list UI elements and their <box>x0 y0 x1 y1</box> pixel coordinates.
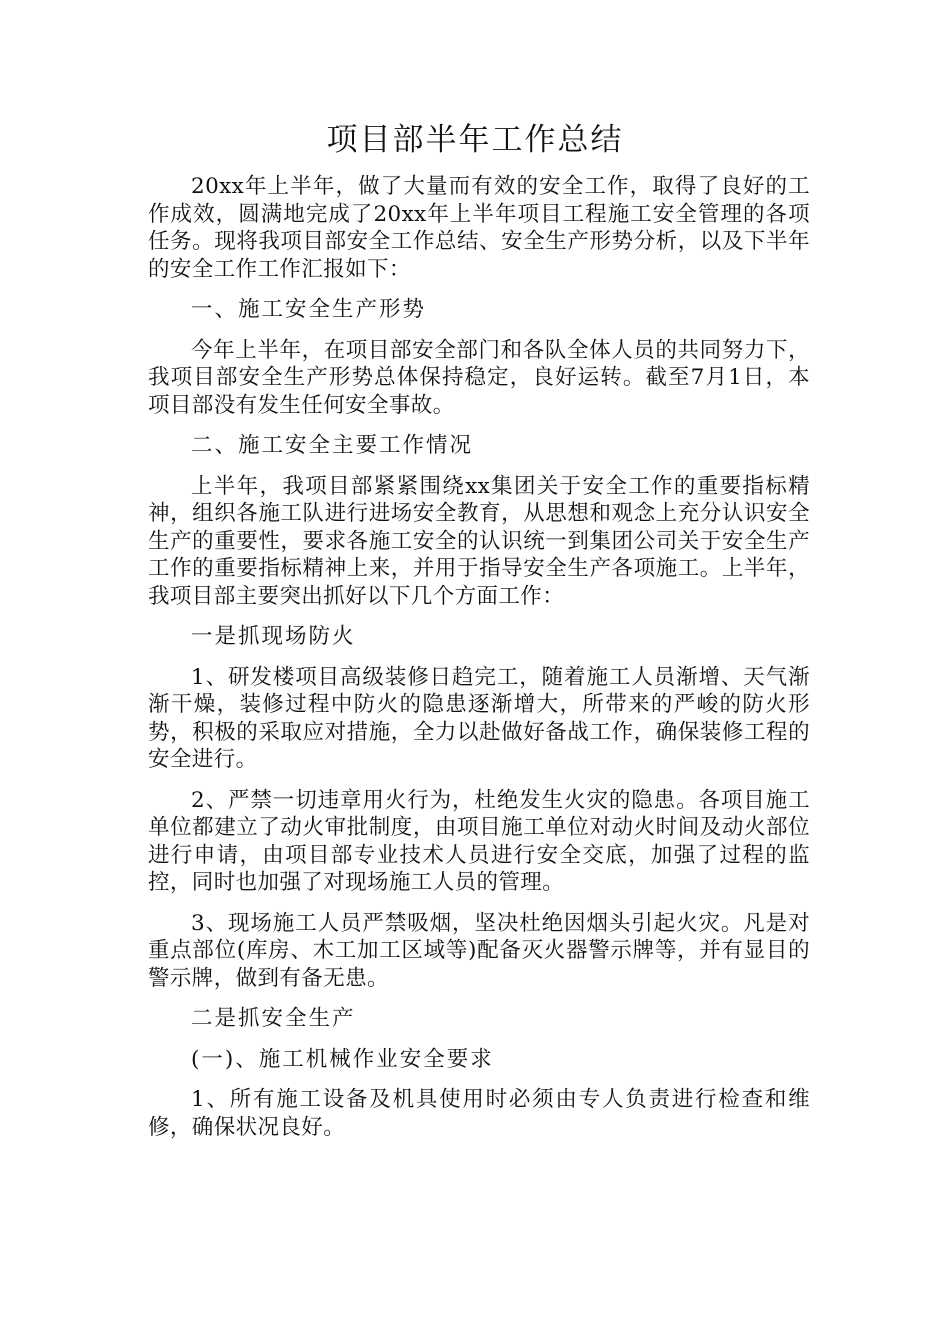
section-heading-2: 二、施工安全主要工作情况 <box>191 433 474 458</box>
subheading-safe-production: 二是抓安全生产 <box>191 1006 356 1031</box>
section-heading-1: 一、施工安全生产形势 <box>191 297 427 322</box>
paragraph-fire-item-2: 2、严禁一切违章用火行为，杜绝发生火灾的隐患。各项目施工单位都建立了动火审批制度，由项目施工单位对动火时间及动火部位进行申请，由项目部专业技术人员进行安全交底，加强了过程的监控，同时也加强了对现场施工人员的管理。 <box>148 787 810 895</box>
subheading-fire-prevention: 一是抓现场防火 <box>191 624 356 649</box>
document-title: 项目部半年工作总结 <box>326 122 624 158</box>
paragraph-intro: 20xx年上半年，做了大量而有效的安全工作，取得了良好的工作成效，圆满地完成了20xx年上半年项目工程施工安全管理的各项任务。现将我项目部安全工作总结、安全生产形势分析，以及下半年的安全工作工作汇报如下： <box>148 174 810 282</box>
paragraph-machinery-item-1: 1、所有施工设备及机具使用时必须由专人负责进行检查和维修，确保状况良好。 <box>148 1087 810 1140</box>
paragraph-main-work: 上半年，我项目部紧紧围绕xx集团关于安全工作的重要指标精神，组织各施工队进行进场安全教育，从思想和观念上充分认识安全生产的重要性，要求各施工安全的认识统一到集团公司关于安全生产工作的重要指标精神上来，并用于指导安全生产各项施工。上半年，我项目部主要突出抓好以下几个方面工作： <box>148 473 810 609</box>
paragraph-fire-item-1: 1、研发楼项目高级装修日趋完工，随着施工人员渐增、天气渐渐干燥，装修过程中防火的隐患逐渐增大，所带来的严峻的防火形势，积极的采取应对措施，全力以赴做好备战工作，确保装修工程的安全进行。 <box>148 664 810 772</box>
document-body <box>148 173 810 1154</box>
paragraph-situation: 今年上半年，在项目部安全部门和各队全体人员的共同努力下，我项目部安全生产形势总体保持稳定，良好运转。截至7月1日，本项目部没有发生任何安全事故。 <box>148 337 810 418</box>
paragraph-fire-item-3: 3、现场施工人员严禁吸烟，坚决杜绝因烟头引起火灾。凡是对重点部位(库房、木工加工区域等)配备灭火器警示牌等，并有显目的警示牌，做到有备无患。 <box>148 910 810 991</box>
subheading-machinery-requirements: (一)、施工机械作业安全要求 <box>191 1046 494 1072</box>
